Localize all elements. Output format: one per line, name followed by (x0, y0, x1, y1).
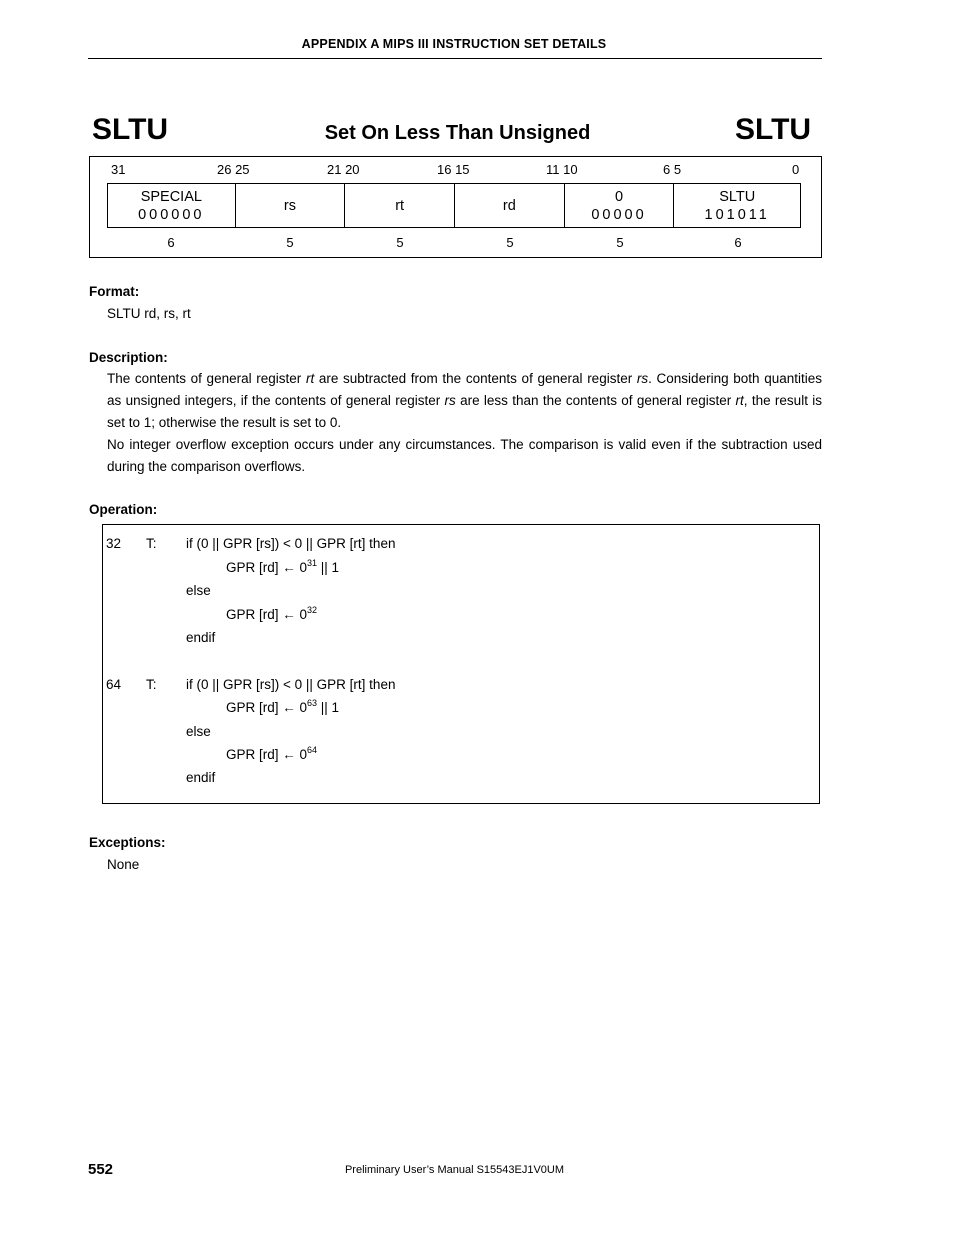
instruction-fields (107, 183, 801, 228)
operation-heading: Operation: (89, 502, 158, 517)
op-bits-64: 64 (106, 677, 122, 692)
format-syntax: SLTU rd, rs, rt (107, 306, 191, 321)
field-name: 0 (614, 188, 624, 205)
field-name: rt (395, 197, 405, 214)
bit-number: 31 (111, 162, 126, 177)
field-width: 6 (167, 235, 175, 250)
op-line: else (186, 583, 211, 598)
op-line: endif (186, 770, 216, 785)
description-paragraph: The contents of general register rt are subtracted from the contents of general register rs. Considering both quantities as unsigned integers, if the contents of general register rs are less than the contents of general register rt, the result is set to 1; otherwise the result is set to 0. (107, 371, 823, 430)
op-bits-32: 32 (106, 536, 122, 551)
field-rt (345, 184, 455, 227)
bit-number: 11 10 (546, 162, 578, 177)
format-heading: Format: (89, 284, 140, 299)
page-number: 552 (88, 1161, 114, 1178)
field-name: rs (283, 197, 297, 214)
field-width: 5 (286, 235, 294, 250)
bit-number: 6 5 (663, 162, 682, 177)
op-line: GPR [rd] ← $0^{31}$ || 1 (226, 558, 340, 575)
bit-number: 26 25 (217, 162, 250, 177)
mnemonic-right: SLTU (735, 113, 812, 146)
description-paragraph: No integer overflow exception occurs under any circumstances. The comparison is valid even if the subtraction used during the comparison overflows. (107, 437, 822, 474)
op-line: if (0 || GPR [rs]) < 0 || GPR [rt] then (186, 677, 396, 692)
field-rs (236, 184, 346, 227)
op-line: GPR [rd] ← $0^{64}$ (226, 745, 318, 762)
mnemonic-left: SLTU (92, 113, 169, 146)
field-code: 00000 (591, 206, 647, 223)
field-width: 5 (506, 235, 514, 250)
bit-number: 0 (792, 162, 800, 177)
field-function (674, 184, 800, 227)
exceptions-value: None (107, 857, 140, 872)
footer-manual-title: Preliminary User’s Manual S15543EJ1V0UM (344, 1164, 565, 1176)
op-line: GPR [rd] ← $0^{32}$ (226, 605, 318, 622)
field-width: 5 (616, 235, 624, 250)
op-line: endif (186, 630, 216, 645)
bit-number: 16 15 (437, 162, 470, 177)
page-header: APPENDIX A MIPS III INSTRUCTION SET DETAILS (301, 37, 607, 51)
field-name: rd (502, 197, 516, 214)
field-rd (455, 184, 565, 227)
header-rule (88, 58, 822, 59)
description-heading: Description: (89, 350, 168, 365)
bit-number: 21 20 (327, 162, 360, 177)
field-code: 000000 (138, 206, 205, 223)
exceptions-heading: Exceptions: (89, 835, 166, 850)
field-code: 101011 (704, 206, 770, 223)
op-timing: T: (146, 677, 157, 692)
field-name: SLTU (719, 188, 756, 205)
field-name: SPECIAL (140, 188, 202, 205)
op-line: else (186, 724, 211, 739)
instruction-title: Set On Less Than Unsigned (324, 122, 591, 144)
description-text (107, 368, 822, 478)
op-line: GPR [rd] ← $0^{63}$ || 1 (226, 698, 340, 715)
field-sa (565, 184, 675, 227)
field-width: 5 (396, 235, 404, 250)
instruction-format-box (89, 156, 822, 258)
operation-box (102, 524, 820, 804)
field-special (108, 184, 236, 227)
op-timing: T: (146, 536, 157, 551)
op-line: if (0 || GPR [rs]) < 0 || GPR [rt] then (186, 536, 396, 551)
field-width: 6 (734, 235, 742, 250)
